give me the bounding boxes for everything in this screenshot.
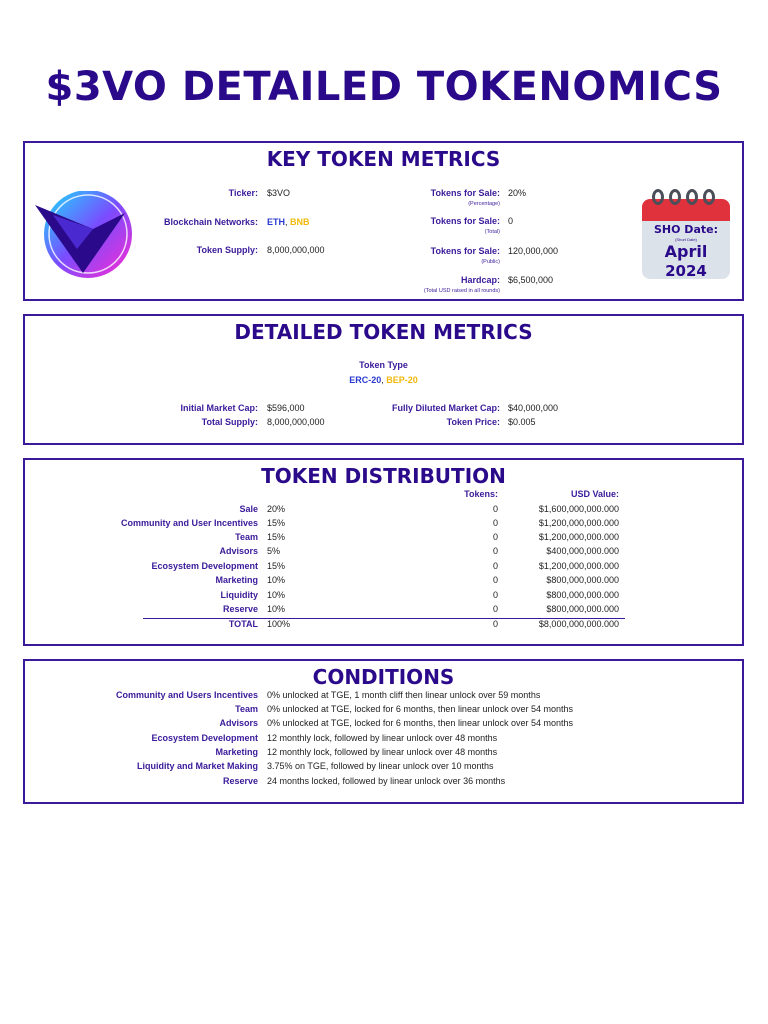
erc20-type: ERC-20 bbox=[349, 375, 382, 385]
row-usd: $400,000,000.000 bbox=[546, 546, 619, 556]
chains-label: Blockchain Networks: bbox=[163, 217, 258, 227]
page-title: $3VO DETAILED TOKENOMICS bbox=[45, 64, 723, 110]
usd-column-header: USD Value: bbox=[570, 489, 619, 499]
chain-separator: , bbox=[285, 217, 291, 227]
condition-text: 3.75% on TGE, followed by linear unlock over 10 months bbox=[267, 761, 494, 771]
condition-row bbox=[25, 690, 742, 704]
condition-text: 0% unlocked at TGE, locked for 6 months, then linear unlock over 54 months bbox=[267, 718, 573, 728]
distribution-total-row bbox=[25, 619, 742, 633]
sale-total-label: Tokens for Sale: bbox=[430, 216, 500, 226]
row-name: Reserve bbox=[222, 604, 258, 614]
distribution-row bbox=[25, 518, 742, 532]
row-pct: 10% bbox=[267, 575, 286, 585]
row-name: Sale bbox=[239, 504, 258, 514]
sale-pct-note: (Percentage) bbox=[468, 201, 500, 207]
hardcap-label: Hardcap: bbox=[460, 275, 500, 285]
row-name: Advisors bbox=[219, 546, 258, 556]
row-usd: $1,200,000,000.000 bbox=[538, 561, 619, 571]
row-tokens: 0 bbox=[492, 504, 498, 514]
conditions-panel bbox=[23, 659, 744, 804]
key-token-metrics-panel bbox=[23, 141, 744, 301]
calendar-icon bbox=[642, 189, 730, 281]
total-supply-value: 8,000,000,000 bbox=[267, 417, 325, 427]
ticker-label: Ticker: bbox=[228, 188, 258, 198]
sale-total-value: 0 bbox=[508, 216, 514, 226]
detailed-metrics-title: DETAILED TOKEN METRICS bbox=[234, 320, 533, 344]
key-metrics-title: KEY TOKEN METRICS bbox=[266, 147, 501, 171]
sale-total-note: (Total) bbox=[484, 229, 500, 235]
token-type-value bbox=[25, 375, 742, 385]
eth-chain: ETH bbox=[267, 217, 285, 227]
total-usd: $8,000,000,000.000 bbox=[538, 619, 619, 629]
imc-label: Initial Market Cap: bbox=[180, 403, 258, 413]
type-separator: , bbox=[381, 375, 387, 385]
chains-value bbox=[267, 217, 310, 227]
condition-text: 0% unlocked at TGE, 1 month cliff then linear unlock over 59 months bbox=[267, 690, 541, 700]
row-tokens: 0 bbox=[492, 575, 498, 585]
total-tokens: 0 bbox=[492, 619, 498, 629]
ticker-value: $3VO bbox=[267, 188, 291, 198]
condition-row bbox=[25, 704, 742, 718]
condition-name: Community and Users Incentives bbox=[115, 690, 258, 700]
detailed-token-metrics-panel bbox=[23, 314, 744, 445]
token-price-value: $0.005 bbox=[508, 417, 536, 427]
row-name: Ecosystem Development bbox=[151, 561, 258, 571]
sale-public-value: 120,000,000 bbox=[508, 246, 559, 256]
condition-name: Liquidity and Market Making bbox=[136, 761, 258, 771]
distribution-row bbox=[25, 604, 742, 618]
row-usd: $1,200,000,000.000 bbox=[538, 518, 619, 528]
row-pct: 20% bbox=[267, 504, 286, 514]
condition-row bbox=[25, 761, 742, 775]
sho-label: SHO Date: bbox=[654, 223, 718, 236]
row-tokens: 0 bbox=[492, 546, 498, 556]
sho-year: 2024 bbox=[665, 262, 707, 280]
total-name: TOTAL bbox=[228, 619, 258, 629]
sale-public-label: Tokens for Sale: bbox=[430, 246, 500, 256]
hardcap-value: $6,500,000 bbox=[508, 275, 554, 285]
condition-name: Advisors bbox=[219, 718, 258, 728]
condition-text: 12 monthly lock, followed by linear unlock over 48 months bbox=[267, 733, 498, 743]
condition-row bbox=[25, 718, 742, 732]
distribution-row bbox=[25, 590, 742, 604]
row-tokens: 0 bbox=[492, 561, 498, 571]
distribution-title: TOKEN DISTRIBUTION bbox=[261, 464, 506, 488]
distribution-row bbox=[25, 546, 742, 560]
total-pct: 100% bbox=[267, 619, 291, 629]
row-pct: 15% bbox=[267, 532, 286, 542]
condition-row bbox=[25, 747, 742, 761]
condition-text: 12 monthly lock, followed by linear unlock over 48 months bbox=[267, 747, 498, 757]
token-distribution-panel bbox=[23, 458, 744, 646]
supply-label: Token Supply: bbox=[196, 245, 258, 255]
row-name: Community and User Incentives bbox=[120, 518, 258, 528]
condition-row bbox=[25, 733, 742, 747]
supply-value: 8,000,000,000 bbox=[267, 245, 325, 255]
fdmc-value: $40,000,000 bbox=[508, 403, 559, 413]
3vo-logo bbox=[33, 191, 133, 281]
row-tokens: 0 bbox=[492, 532, 498, 542]
row-pct: 5% bbox=[267, 546, 281, 556]
distribution-row bbox=[25, 504, 742, 518]
row-tokens: 0 bbox=[492, 518, 498, 528]
calendar-rings bbox=[652, 189, 722, 209]
bnb-chain: BNB bbox=[290, 217, 310, 227]
row-tokens: 0 bbox=[492, 590, 498, 600]
row-pct: 15% bbox=[267, 518, 286, 528]
row-name: Team bbox=[235, 532, 258, 542]
condition-row bbox=[25, 776, 742, 790]
condition-name: Marketing bbox=[215, 747, 258, 757]
imc-value: $596,000 bbox=[267, 403, 305, 413]
condition-name: Team bbox=[235, 704, 258, 714]
condition-name: Reserve bbox=[222, 776, 258, 786]
row-name: Marketing bbox=[215, 575, 258, 585]
token-type-label: Token Type bbox=[359, 360, 408, 370]
sale-pct-value: 20% bbox=[508, 188, 527, 198]
distribution-row bbox=[25, 561, 742, 575]
row-usd: $800,000,000.000 bbox=[546, 590, 619, 600]
sho-note: (Short Date) bbox=[675, 237, 697, 242]
condition-text: 0% unlocked at TGE, locked for 6 months, then linear unlock over 54 months bbox=[267, 704, 573, 714]
row-tokens: 0 bbox=[492, 604, 498, 614]
row-usd: $1,200,000,000.000 bbox=[538, 532, 619, 542]
row-pct: 15% bbox=[267, 561, 286, 571]
sale-pct-label: Tokens for Sale: bbox=[430, 188, 500, 198]
hardcap-note: (Total USD raised in all rounds) bbox=[423, 288, 500, 294]
condition-text: 24 months locked, followed by linear unlock over 36 months bbox=[267, 776, 506, 786]
total-supply-label: Total Supply: bbox=[201, 417, 258, 427]
token-price-label: Token Price: bbox=[446, 417, 500, 427]
row-pct: 10% bbox=[267, 590, 286, 600]
row-usd: $1,600,000,000.000 bbox=[538, 504, 619, 514]
row-usd: $800,000,000.000 bbox=[546, 604, 619, 614]
distribution-row bbox=[25, 575, 742, 589]
tokens-column-header: Tokens: bbox=[464, 489, 498, 499]
distribution-row bbox=[25, 532, 742, 546]
bep20-type: BEP-20 bbox=[386, 375, 418, 385]
row-pct: 10% bbox=[267, 604, 286, 614]
fdmc-label: Fully Diluted Market Cap: bbox=[391, 403, 500, 413]
row-name: Liquidity bbox=[220, 590, 258, 600]
conditions-title: CONDITIONS bbox=[312, 665, 455, 689]
condition-name: Ecosystem Development bbox=[151, 733, 258, 743]
row-usd: $800,000,000.000 bbox=[546, 575, 619, 585]
sho-month: April bbox=[664, 242, 708, 261]
sale-public-note: (Public) bbox=[481, 259, 500, 265]
